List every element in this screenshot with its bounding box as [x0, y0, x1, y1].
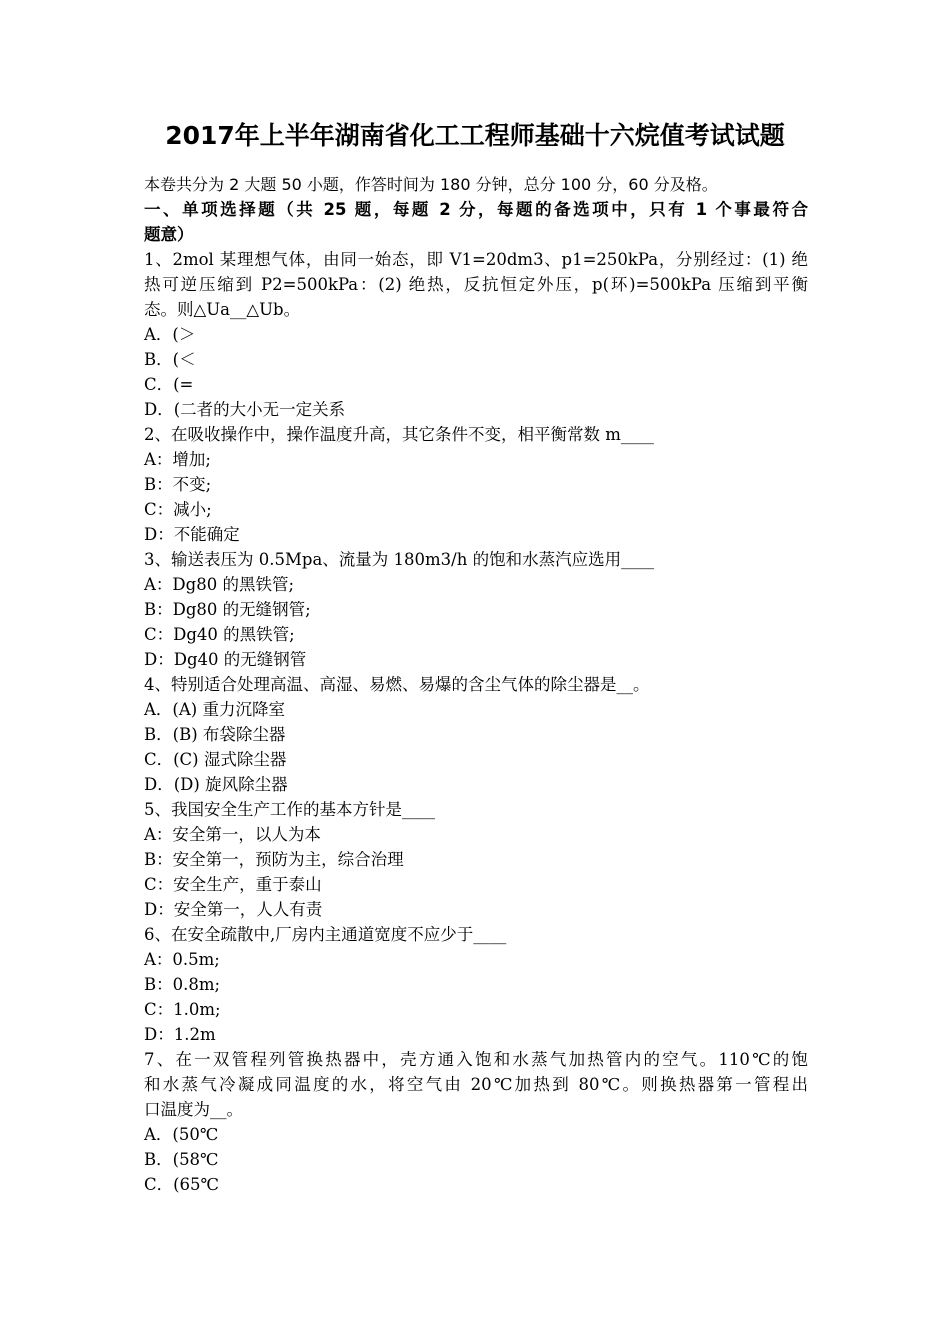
- option-b: B：0.8m;: [144, 975, 221, 994]
- option-a: A：Dg80 的黑铁管;: [144, 575, 295, 594]
- question-4: [144, 672, 808, 797]
- option-b: B．(B) 布袋除尘器: [144, 725, 286, 744]
- question-6: [144, 922, 808, 1047]
- question-text: 7、在一双管程列管换热器中，壳方通入饱和水蒸气加热管内的空气。110℃的饱: [144, 1050, 808, 1069]
- question-text: 5、我国安全生产工作的基本方针是____: [144, 800, 435, 819]
- option-b: B：不变;: [144, 475, 212, 494]
- option-a: A：安全第一，以人为本: [144, 825, 321, 844]
- option-a: A：0.5m;: [144, 950, 220, 969]
- option-d: D．(二者的大小无一定关系: [144, 400, 346, 419]
- question-text: 口温度为__。: [144, 1100, 243, 1119]
- option-d: D．(D) 旋风除尘器: [144, 775, 288, 794]
- question-text: 4、特别适合处理高温、高湿、易燃、易爆的含尘气体的除尘器是__。: [144, 675, 650, 694]
- option-d: D：安全第一，人人有责: [144, 900, 323, 919]
- question-text: 1、2mol 某理想气体，由同一始态，即 V1=20dm3、p1=250kPa，分别经过：(1) 绝: [144, 250, 808, 269]
- question-3: [144, 547, 808, 672]
- option-c: C：Dg40 的黑铁管;: [144, 625, 295, 644]
- question-2: [144, 422, 808, 547]
- exam-intro: 本卷共分为 2 大题 50 小题，作答时间为 180 分钟，总分 100 分，60 分及格。: [144, 175, 718, 194]
- section-heading-line-2: 题意）: [144, 225, 194, 244]
- question-1: [144, 247, 808, 422]
- option-b: B：Dg80 的无缝钢管;: [144, 600, 311, 619]
- question-7: [144, 1047, 808, 1197]
- option-b: B．(＜: [144, 350, 196, 369]
- option-c: C．(65℃: [144, 1175, 220, 1194]
- option-a: A．(＞: [144, 325, 196, 344]
- question-5: [144, 797, 808, 922]
- option-c: C：安全生产，重于泰山: [144, 875, 322, 894]
- question-text: 态。则△Ua__△Ub。: [144, 300, 301, 319]
- option-c: C．(=: [144, 375, 194, 394]
- option-c: C：减小;: [144, 500, 212, 519]
- option-b: B．(58℃: [144, 1150, 219, 1169]
- option-d: D：不能确定: [144, 525, 240, 544]
- question-text: 2、在吸收操作中，操作温度升高，其它条件不变，相平衡常数 m____: [144, 425, 654, 444]
- option-a: A．(50℃: [144, 1125, 219, 1144]
- section-heading-line-1: 一、单项选择题（共 25 题，每题 2 分，每题的备选项中，只有 1 个事最符合: [144, 200, 808, 219]
- document-body: [144, 172, 808, 1197]
- question-text: 6、在安全疏散中,厂房内主通道宽度不应少于____: [144, 925, 507, 944]
- option-a: A：增加;: [144, 450, 211, 469]
- document-title: 2017年上半年湖南省化工工程师基础十六烷值考试试题: [165, 121, 785, 150]
- question-text: 热可逆压缩到 P2=500kPa：(2) 绝热，反抗恒定外压，p(环)=500kPa 压缩到平衡: [144, 275, 808, 294]
- option-a: A．(A) 重力沉降室: [144, 700, 285, 719]
- option-d: D：Dg40 的无缝钢管: [144, 650, 307, 669]
- question-text: 和水蒸气冷凝成同温度的水，将空气由 20℃加热到 80℃。则换热器第一管程出: [144, 1075, 808, 1094]
- option-c: C：1.0m;: [144, 1000, 221, 1019]
- option-b: B：安全第一，预防为主，综合治理: [144, 850, 404, 869]
- question-text: 3、输送表压为 0.5Mpa、流量为 180m3/h 的饱和水蒸汽应选用____: [144, 550, 655, 569]
- option-c: C．(C) 湿式除尘器: [144, 750, 287, 769]
- option-d: D：1.2m: [144, 1025, 216, 1044]
